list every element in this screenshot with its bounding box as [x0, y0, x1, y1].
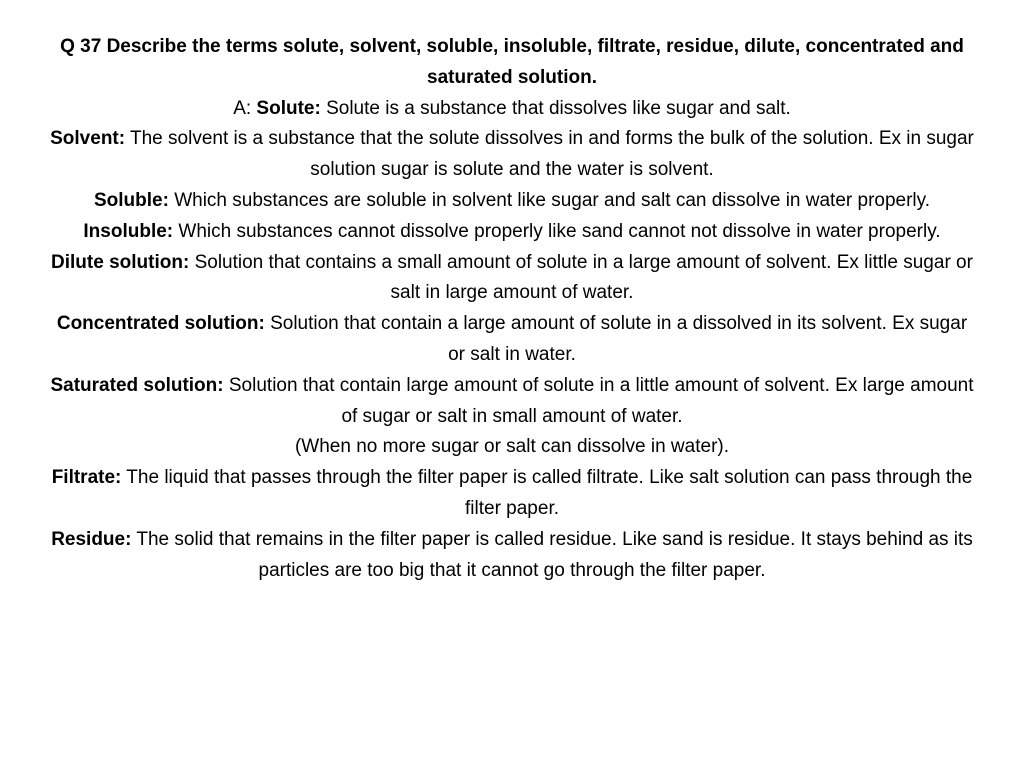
slide-content [50, 32, 974, 586]
term-definition: Solute is a substance that dissolves like sugar and salt. [320, 97, 791, 119]
term-label: Insoluble: [83, 220, 174, 242]
term-definition: The solid that remains in the filter paper is called residue. Like sand is residue. It stays behind as its particles are too big that it cannot go through the filter paper. [131, 528, 973, 581]
term-definition: Solution that contains a small amount of solute in a large amount of solvent. Ex little sugar or salt in large amount of water. [189, 251, 973, 304]
definition-dilute-solution [50, 248, 974, 310]
definition-filtrate [50, 463, 974, 525]
term-label: Soluble: [93, 189, 169, 211]
term-definition: Which substances are soluble in solvent like sugar and salt can dissolve in water properly. [168, 189, 931, 211]
term-definition: The liquid that passes through the filter paper is called filtrate. Like salt solution can pass through the filter paper. [121, 467, 973, 519]
saturated-note: (When no more sugar or salt can dissolve in water). [294, 436, 729, 458]
term-definition: Solution that contain a large amount of solute in a dissolved in its solvent. Ex sugar or salt in water. [264, 313, 968, 365]
term-label: Residue: [51, 528, 132, 550]
term-definition: Solution that contain large amount of solute in a little amount of solvent. Ex large amount of sugar or salt in small amount of water. [223, 374, 974, 427]
term-definition: The solvent is a substance that the solute dissolves in and forms the bulk of the solution. Ex in sugar solution sugar is solute and the water is solvent. [125, 128, 974, 181]
definition-soluble [50, 186, 974, 217]
term-label: Solute: [256, 97, 321, 119]
definition-residue [50, 525, 974, 587]
term-label: Filtrate: [51, 467, 122, 489]
definition-saturated-solution [50, 371, 974, 433]
definition-concentrated-solution [50, 309, 974, 371]
term-definition: Which substances cannot dissolve properly like sand cannot not dissolve in water properly. [173, 220, 941, 242]
term-label: Dilute solution: [51, 251, 190, 273]
answer-prefix: A: [233, 97, 257, 119]
term-label: Solvent: [50, 128, 126, 150]
definition-solute [50, 94, 974, 125]
definition-insoluble [50, 217, 974, 248]
term-label: Saturated solution: [50, 374, 224, 396]
definition-solvent [50, 124, 974, 186]
question-heading: Q 37 Describe the terms solute, solvent, soluble, insoluble, filtrate, residue, dilute, concentrated and saturated solution. [60, 36, 964, 88]
term-label: Concentrated solution: [56, 313, 265, 335]
